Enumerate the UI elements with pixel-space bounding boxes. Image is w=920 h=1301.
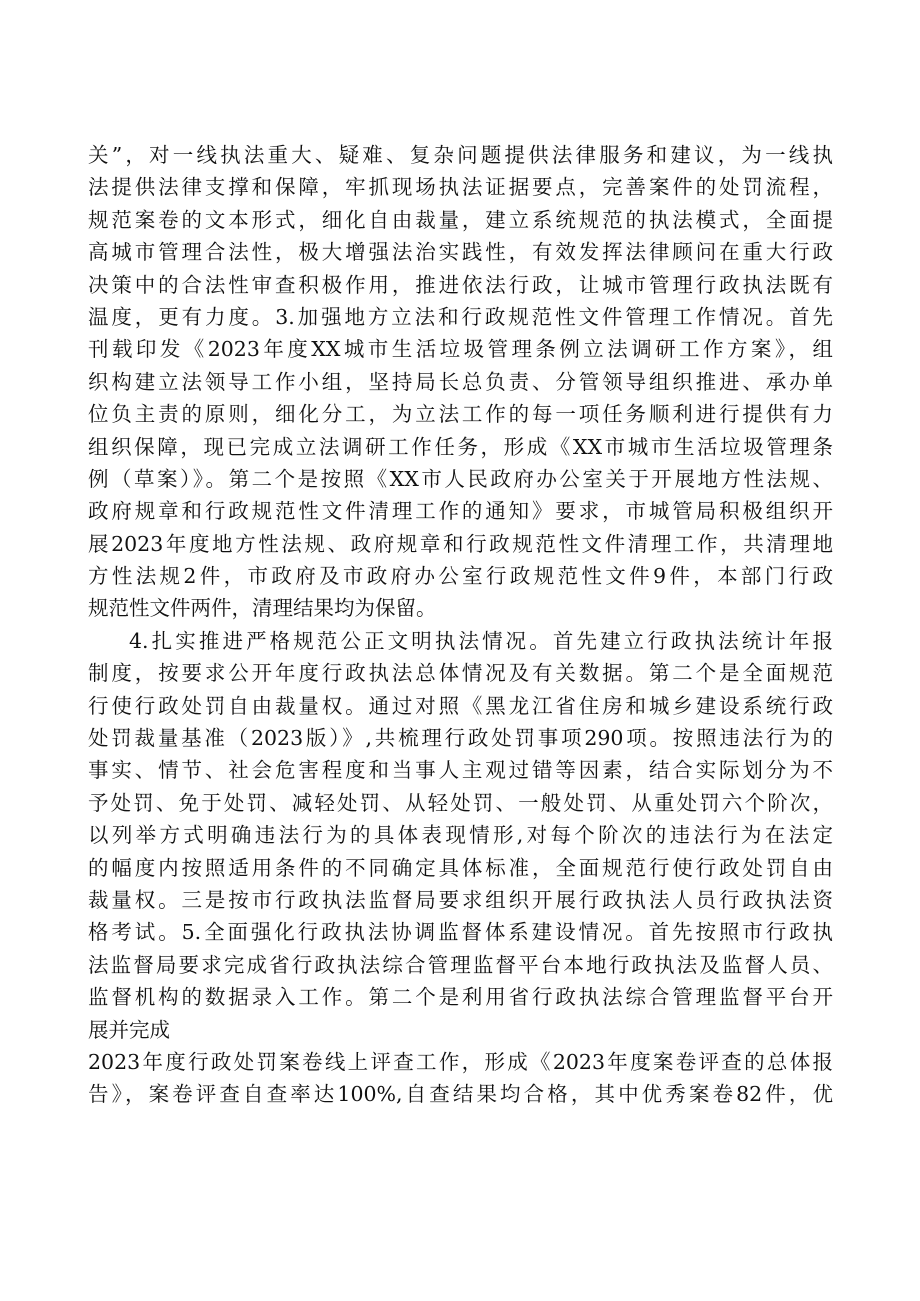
text-line: 行使行政处罚自由裁量权。通过对照《黑龙江省住房和城乡建设系统行政 [88, 693, 833, 718]
document-body [88, 139, 833, 1111]
text-line: 监督机构的数据录入工作。第二个是利用省行政执法综合管理监督平台开 [88, 985, 833, 1010]
text-line: 高城市管理合法性，极大增强法治实践性，有效发挥法律顾问在重大行政 [88, 240, 833, 265]
text-line: 事实、情节、社会危害程度和当事人主观过错等因素，结合实际划分为不 [88, 758, 833, 783]
text-line: 法监督局要求完成省行政执法综合管理监督平台本地行政执法及监督人员、 [88, 952, 833, 977]
text-line: 制度，按要求公开年度行政执法总体情况及有关数据。第二个是全面规范 [88, 661, 833, 686]
text-line: 方性法规2件，市政府及市政府办公室行政规范性文件9件，本部门行政 [88, 564, 833, 589]
text-line: 温度，更有力度。3.加强地方立法和行政规范性文件管理工作情况。首先 [88, 304, 833, 329]
text-line: 展并完成 [88, 1017, 170, 1042]
text-line: 织构建立法领导工作小组，坚持局长总负责、分管领导组织推进、承办单 [88, 369, 833, 394]
text-line: 例（草案）》。第二个是按照《XX市人民政府办公室关于开展地方性法规、 [88, 466, 833, 491]
text-line: 规范性文件两件，清理结果均为保留。 [88, 596, 437, 621]
text-line: 处罚裁量基准（2023版）》,共梳理行政处罚事项290项。按照违法行为的 [88, 726, 833, 751]
text-line: 告》，案卷评查自查率达100%,自查结果均合格，其中优秀案卷82件，优 [88, 1082, 833, 1107]
text-line: 展2023年度地方性法规、政府规章和行政规范性文件清理工作，共清理地 [88, 531, 833, 556]
text-line: 法提供法律支撑和保障，牢抓现场执法证据要点，完善案件的处罚流程， [88, 175, 833, 200]
text-line: 位负主责的原则，细化分工，为立法工作的每一项任务顺利进行提供有力 [88, 402, 833, 427]
text-line: 格考试。5.全面强化行政执法协调监督体系建设情况。首先按照市行政执 [88, 920, 833, 945]
text-line: 予处罚、免于处罚、减轻处罚、从轻处罚、一般处罚、从重处罚六个阶次， [88, 790, 833, 815]
text-line: 裁量权。三是按市行政执法监督局要求组织开展行政执法人员行政执法资 [88, 887, 833, 912]
text-line: 的幅度内按照适用条件的不同确定具体标准，全面规范行使行政处罚自由 [88, 855, 833, 880]
text-line: 政府规章和行政规范性文件清理工作的通知》要求，市城管局积极组织开 [88, 499, 833, 524]
text-line: 刊载印发《2023年度XX城市生活垃圾管理条例立法调研工作方案》，组 [88, 337, 833, 362]
paragraph-start-line: 4.扎实推进严格规范公正文明执法情况。首先建立行政执法统计年报 [129, 628, 833, 653]
text-line: 规范案卷的文本形式，细化自由裁量，建立系统规范的执法模式，全面提 [88, 207, 833, 232]
text-line: 关”，对一线执法重大、疑难、复杂问题提供法律服务和建议，为一线执 [88, 143, 833, 167]
text-line: 以列举方式明确违法行为的具体表现情形,对每个阶次的违法行为在法定 [88, 823, 833, 848]
text-line: 决策中的合法性审查积极作用，推进依法行政，让城市管理行政执法既有 [88, 272, 833, 297]
text-line: 组织保障，现已完成立法调研工作任务，形成《XX市城市生活垃圾管理条 [88, 434, 833, 459]
text-line: 2023年度行政处罚案卷线上评查工作，形成《2023年度案卷评查的总体报 [88, 1049, 833, 1074]
